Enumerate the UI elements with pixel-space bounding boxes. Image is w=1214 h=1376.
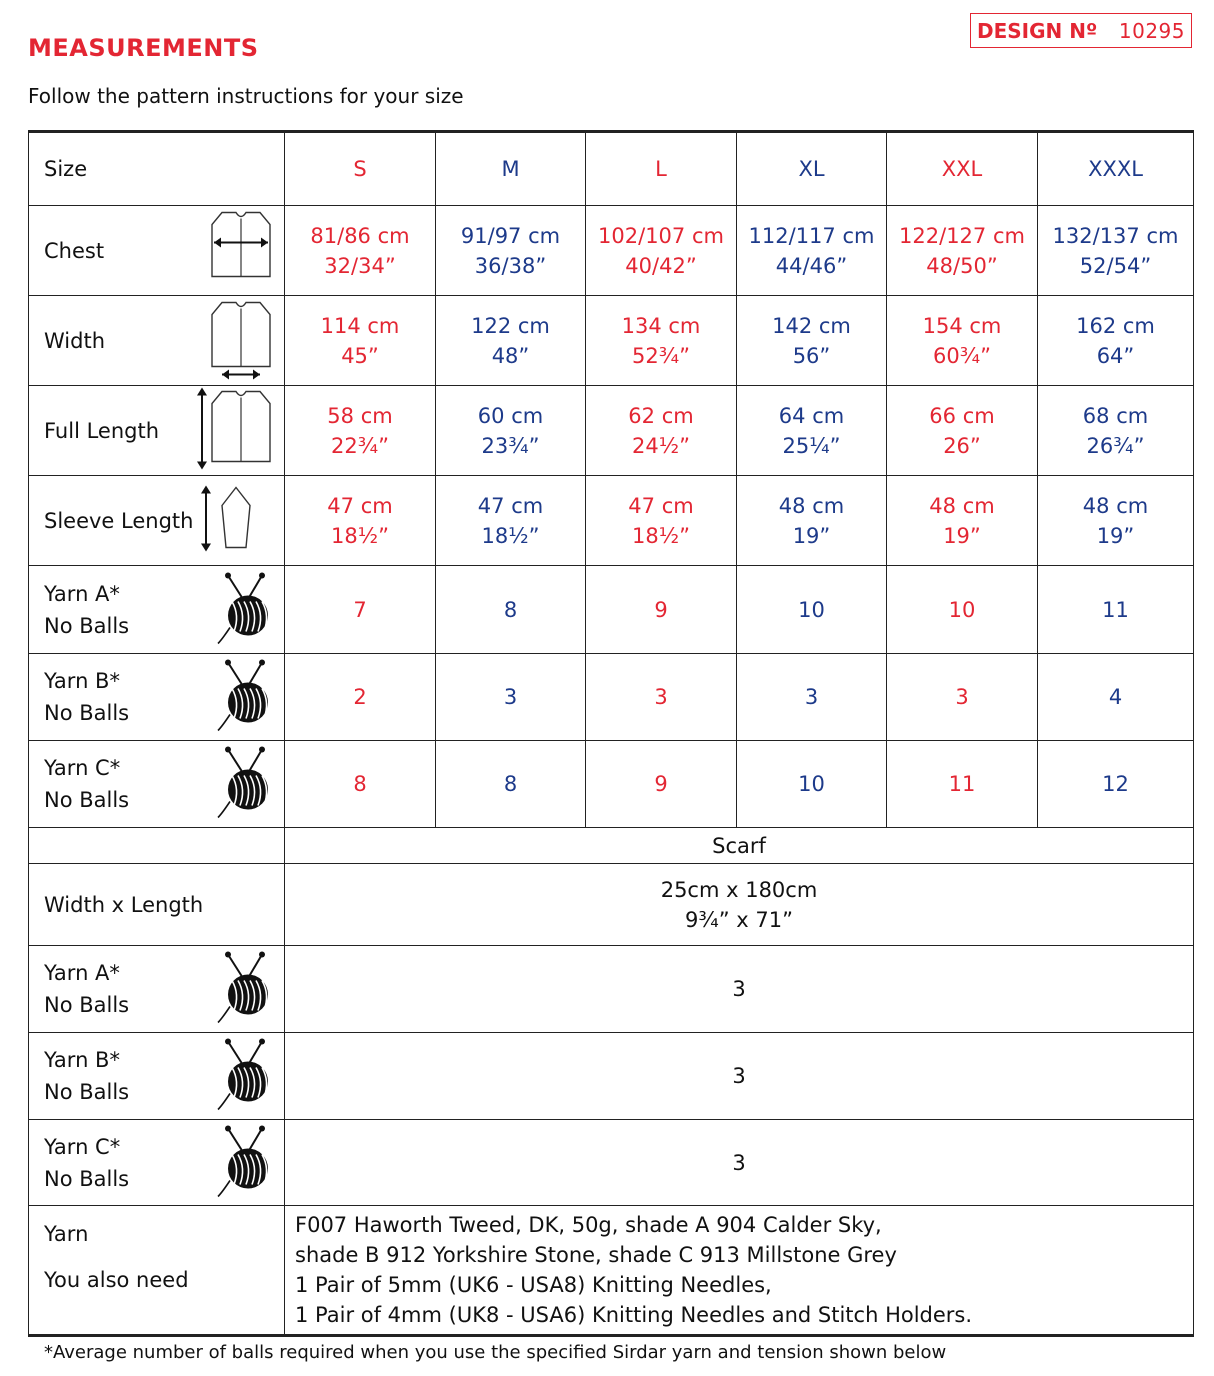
chest-diagram-icon bbox=[208, 206, 274, 295]
measurement-value bbox=[737, 476, 887, 566]
ball-count: 9 bbox=[586, 741, 737, 828]
measurement-value bbox=[436, 476, 586, 566]
yarn-ball-icon bbox=[216, 1122, 274, 1203]
ball-count: 8 bbox=[436, 566, 586, 654]
value-inches: 19” bbox=[943, 523, 981, 548]
scarf-yarn-row bbox=[29, 1033, 1194, 1120]
ball-count: 11 bbox=[1038, 566, 1194, 654]
value-cm: 62 cm bbox=[628, 403, 694, 428]
size-header-l: L bbox=[586, 132, 737, 206]
ball-count: 8 bbox=[285, 741, 436, 828]
value-inches: 18½” bbox=[481, 523, 540, 548]
value-inches: 44/46” bbox=[775, 253, 848, 278]
scarf-ball-count: 3 bbox=[285, 1120, 1194, 1206]
value-inches: 26¾” bbox=[1086, 433, 1145, 458]
ball-count: 10 bbox=[737, 566, 887, 654]
ball-count: 4 bbox=[1038, 654, 1194, 741]
value-inches: 48” bbox=[491, 343, 530, 368]
size-header-m: M bbox=[436, 132, 586, 206]
measurement-value bbox=[1038, 476, 1194, 566]
measurement-row bbox=[29, 386, 1194, 476]
size-header-s: S bbox=[285, 132, 436, 206]
value-cm: 47 cm bbox=[628, 493, 694, 518]
value-inches: 26” bbox=[943, 433, 981, 458]
scarf-heading-row bbox=[29, 828, 1194, 864]
value-inches: 22¾” bbox=[331, 433, 389, 458]
value-cm: 48 cm bbox=[778, 493, 845, 518]
yarn-info-row bbox=[29, 1206, 1194, 1336]
ball-count: 3 bbox=[586, 654, 737, 741]
no-balls-label: No Balls bbox=[44, 788, 130, 812]
measurement-value bbox=[586, 296, 737, 386]
yarn-label-cell bbox=[29, 654, 285, 741]
measurement-value bbox=[285, 206, 436, 296]
value-cm: 134 cm bbox=[621, 313, 701, 338]
width-diagram-icon bbox=[208, 296, 274, 385]
measurement-label-cell bbox=[29, 296, 285, 386]
scarf-yarn-label-cell bbox=[29, 1120, 285, 1206]
yarn-label: Yarn B* bbox=[44, 1048, 120, 1072]
size-header-xxl: XXL bbox=[887, 132, 1038, 206]
scarf-yarn-label-cell bbox=[29, 946, 285, 1033]
yarn-balls-row bbox=[29, 566, 1194, 654]
measurements-table bbox=[28, 130, 1194, 1337]
yarn-label-cell bbox=[29, 566, 285, 654]
measurement-value bbox=[586, 206, 737, 296]
scarf-size-inches: 9¾” x 71” bbox=[685, 907, 793, 932]
value-inches: 23¾” bbox=[481, 433, 540, 458]
value-inches: 19” bbox=[1096, 523, 1135, 548]
measurement-label: Sleeve Length bbox=[44, 508, 194, 533]
measurement-value bbox=[586, 386, 737, 476]
size-row bbox=[29, 132, 1194, 206]
ball-count: 7 bbox=[285, 566, 436, 654]
value-cm: 47 cm bbox=[477, 493, 544, 518]
size-header-xl: XL bbox=[737, 132, 887, 206]
design-number-box bbox=[970, 13, 1192, 48]
no-balls-label: No Balls bbox=[44, 1080, 130, 1104]
measurement-value bbox=[285, 476, 436, 566]
measurement-row bbox=[29, 206, 1194, 296]
value-cm: 48 cm bbox=[929, 493, 995, 518]
value-cm: 154 cm bbox=[922, 313, 1002, 338]
no-balls-label: No Balls bbox=[44, 701, 130, 725]
yarn-ball-icon bbox=[216, 1036, 274, 1117]
scarf-yarn-label-cell bbox=[29, 1033, 285, 1120]
ball-count: 10 bbox=[737, 741, 887, 828]
value-inches: 18½” bbox=[632, 523, 690, 548]
no-balls-label: No Balls bbox=[44, 993, 130, 1017]
scarf-ball-count: 3 bbox=[285, 946, 1194, 1033]
you-also-need-heading: You also need bbox=[44, 1268, 189, 1292]
value-inches: 40/42” bbox=[625, 253, 697, 278]
measurement-value bbox=[887, 386, 1038, 476]
yarn-ball-icon bbox=[216, 949, 274, 1030]
measurement-value bbox=[1038, 386, 1194, 476]
value-inches: 52¾” bbox=[632, 343, 690, 368]
yarn-label-cell bbox=[29, 741, 285, 828]
value-cm: 47 cm bbox=[327, 493, 393, 518]
value-cm: 114 cm bbox=[320, 313, 400, 338]
yarn-balls-row bbox=[29, 654, 1194, 741]
measurement-value bbox=[887, 476, 1038, 566]
footnote: *Average number of balls required when you use the specified Sirdar yarn and tension shown below bbox=[44, 1342, 947, 1363]
value-cm: 68 cm bbox=[1082, 403, 1149, 428]
yarn-label: Yarn C* bbox=[44, 1134, 121, 1159]
size-header-xxxl: XXXL bbox=[1038, 132, 1194, 206]
value-cm: 64 cm bbox=[778, 403, 845, 428]
scarf-yarn-row bbox=[29, 1120, 1194, 1206]
ball-count: 10 bbox=[887, 566, 1038, 654]
ball-count: 11 bbox=[887, 741, 1038, 828]
page-subtitle: Follow the pattern instructions for your size bbox=[28, 84, 464, 108]
measurement-label-cell bbox=[29, 386, 285, 476]
scarf-size-value bbox=[285, 864, 1194, 946]
yarn-label: Yarn A* bbox=[44, 961, 120, 985]
yarn-heading: Yarn bbox=[44, 1222, 89, 1246]
measurement-value bbox=[285, 296, 436, 386]
value-inches: 56” bbox=[792, 343, 831, 368]
measurement-value bbox=[887, 206, 1038, 296]
scarf-size-row bbox=[29, 864, 1194, 946]
value-inches: 52/54” bbox=[1079, 253, 1152, 278]
scarf-heading: Scarf bbox=[285, 828, 1194, 864]
size-label: Size bbox=[44, 157, 88, 181]
value-inches: 24½” bbox=[632, 433, 690, 458]
scarf-yarn-row bbox=[29, 946, 1194, 1033]
yarn-info-line: shade B 912 Yorkshire Stone, shade C 913 Millstone Grey bbox=[295, 1243, 897, 1267]
measurement-label: Chest bbox=[44, 238, 105, 263]
measurement-label-cell bbox=[29, 476, 285, 566]
measurement-value bbox=[737, 206, 887, 296]
measurement-label: Full Length bbox=[44, 418, 160, 443]
measurement-value bbox=[436, 206, 586, 296]
sleeve-diagram-icon bbox=[198, 483, 274, 558]
ball-count: 3 bbox=[737, 654, 887, 741]
yarn-info-label-cell bbox=[29, 1206, 285, 1336]
yarn-info-line: F007 Haworth Tweed, DK, 50g, shade A 904 Calder Sky, bbox=[295, 1213, 882, 1237]
value-cm: 122 cm bbox=[471, 313, 550, 338]
yarn-balls-row bbox=[29, 741, 1194, 828]
yarn-ball-icon bbox=[216, 657, 274, 738]
yarn-info-line: 1 Pair of 5mm (UK6 - USA8) Knitting Needles, bbox=[295, 1273, 772, 1297]
value-cm: 112/117 cm bbox=[748, 223, 875, 248]
value-inches: 25¼” bbox=[782, 433, 841, 458]
value-cm: 58 cm bbox=[327, 403, 393, 428]
no-balls-label: No Balls bbox=[44, 1166, 130, 1191]
measurement-value bbox=[887, 296, 1038, 386]
measurement-label-cell bbox=[29, 206, 285, 296]
empty-cell bbox=[29, 828, 285, 864]
value-inches: 48/50” bbox=[926, 253, 998, 278]
value-cm: 132/137 cm bbox=[1052, 223, 1179, 248]
value-cm: 48 cm bbox=[1082, 493, 1149, 518]
scarf-ball-count: 3 bbox=[285, 1033, 1194, 1120]
measurement-value bbox=[436, 386, 586, 476]
ball-count: 3 bbox=[436, 654, 586, 741]
value-inches: 36/38” bbox=[474, 253, 547, 278]
measurement-value bbox=[586, 476, 737, 566]
yarn-info-text bbox=[285, 1206, 1194, 1336]
measurement-value bbox=[737, 296, 887, 386]
value-inches: 19” bbox=[792, 523, 831, 548]
value-inches: 64” bbox=[1096, 343, 1135, 368]
design-label: DESIGN Nº bbox=[977, 18, 1098, 43]
value-cm: 102/107 cm bbox=[598, 223, 724, 248]
ball-count: 3 bbox=[887, 654, 1038, 741]
length-diagram-icon bbox=[194, 385, 274, 476]
measurement-row bbox=[29, 476, 1194, 566]
value-cm: 91/97 cm bbox=[460, 223, 561, 248]
value-cm: 122/127 cm bbox=[899, 223, 1025, 248]
design-number: 10295 bbox=[1118, 18, 1185, 43]
value-inches: 18½” bbox=[331, 523, 389, 548]
measurement-value bbox=[1038, 296, 1194, 386]
value-cm: 162 cm bbox=[1076, 313, 1155, 338]
measurement-label: Width bbox=[44, 328, 106, 353]
value-cm: 66 cm bbox=[929, 403, 995, 428]
value-cm: 142 cm bbox=[772, 313, 851, 338]
value-cm: 81/86 cm bbox=[310, 223, 410, 248]
no-balls-label: No Balls bbox=[44, 613, 130, 638]
value-cm: 60 cm bbox=[477, 403, 544, 428]
ball-count: 9 bbox=[586, 566, 737, 654]
scarf-size-label-cell bbox=[29, 864, 285, 946]
measurement-value bbox=[436, 296, 586, 386]
yarn-ball-icon bbox=[216, 744, 274, 825]
yarn-label: Yarn A* bbox=[44, 581, 120, 606]
yarn-label: Yarn C* bbox=[44, 756, 121, 780]
measurement-value bbox=[1038, 206, 1194, 296]
measurement-row bbox=[29, 296, 1194, 386]
yarn-label: Yarn B* bbox=[44, 669, 120, 693]
yarn-info-line: 1 Pair of 4mm (UK8 - USA6) Knitting Needles and Stitch Holders. bbox=[295, 1303, 973, 1327]
ball-count: 2 bbox=[285, 654, 436, 741]
size-label-cell bbox=[29, 132, 285, 206]
value-inches: 32/34” bbox=[324, 253, 396, 278]
value-inches: 60¾” bbox=[933, 343, 991, 368]
page-title: MEASUREMENTS bbox=[28, 34, 259, 62]
scarf-size-cm: 25cm x 180cm bbox=[660, 877, 818, 902]
measurement-value bbox=[737, 386, 887, 476]
scarf-size-label: Width x Length bbox=[44, 892, 204, 917]
value-inches: 45” bbox=[341, 343, 379, 368]
ball-count: 12 bbox=[1038, 741, 1194, 828]
measurement-value bbox=[285, 386, 436, 476]
yarn-ball-icon bbox=[216, 569, 274, 650]
ball-count: 8 bbox=[436, 741, 586, 828]
